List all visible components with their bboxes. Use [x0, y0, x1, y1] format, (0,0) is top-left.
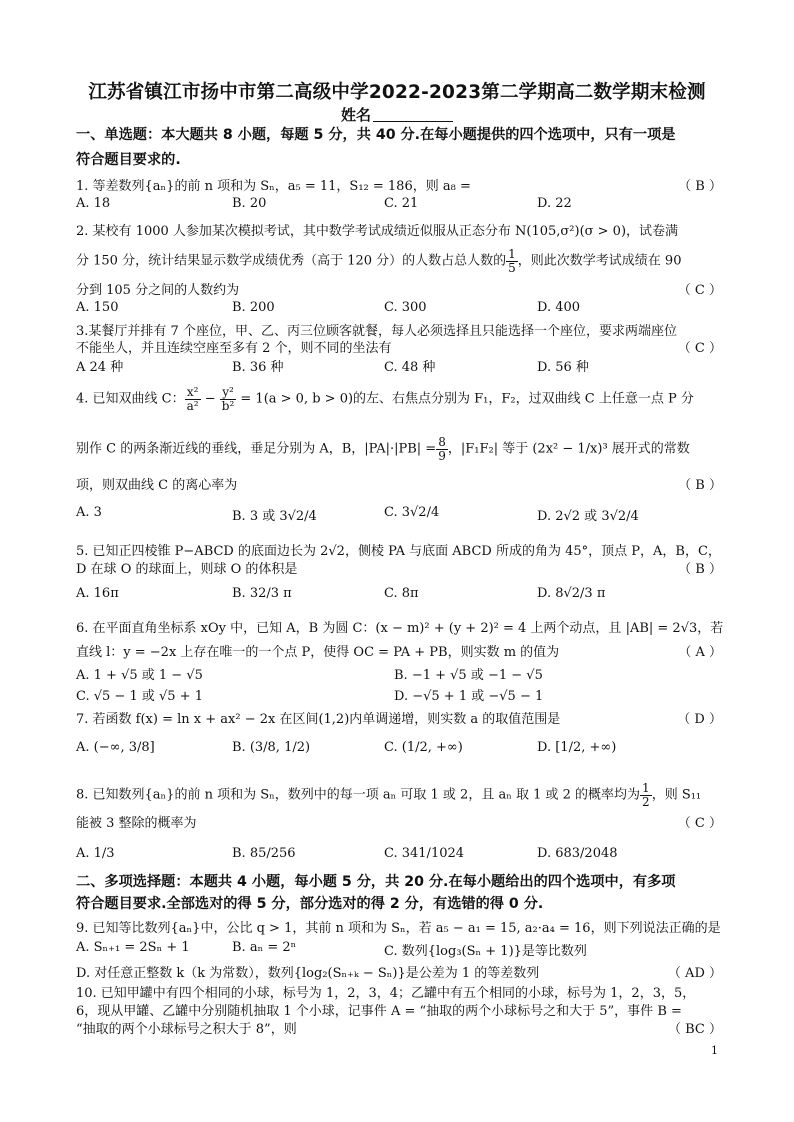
q7-option-d: D. [1/2, +∞)	[537, 740, 617, 755]
q1-answer: （ B ）	[678, 179, 722, 194]
q4-frac-y-num: y²	[220, 386, 237, 400]
q4-option-a: A. 3	[76, 505, 102, 520]
q4-fraction-8-9	[436, 436, 448, 462]
q4-option-b: B. 3 或 3√2/4	[232, 509, 317, 524]
q6-stem-line1: 6. 在平面直角坐标系 xOy 中，已知 A，B 为圆 C：(x − m)² + (y + 2)² = 4 上两个动点，且 |AB| = 2√3，若	[76, 621, 724, 636]
q8-option-d: D. 683/2048	[537, 846, 618, 861]
q3-option-a: A 24 种	[76, 360, 124, 375]
q7-stem: 7. 若函数 f(x) = ln x + ax² − 2x 在区间(1,2)内单调递增，则实数 a 的取值范围是	[76, 712, 561, 727]
q8-frac-num: 1	[642, 781, 650, 795]
q2-text-b: ，则此次数学考试成绩在 90	[517, 253, 682, 269]
q10-stem-line2: 6，现从甲罐、乙罐中分别随机抽取 1 个小球，记事件 A = “抽取的两个小球标号之和大于 5”，事件 B =	[76, 1004, 682, 1019]
q10-answer: （ BC ）	[667, 1022, 722, 1037]
q7-answer: （ D ）	[677, 712, 722, 727]
section1-header: 一、单选题：本大题共 8 小题，每题 5 分，共 40 分.在每小题提供的四个选项中，只有一项是	[76, 127, 676, 143]
q8-option-b: B. 85/256	[232, 846, 296, 861]
name-blank	[373, 121, 453, 122]
q4-frac-8-9-num: 8	[438, 435, 446, 449]
q4-text-d: ，|F₁F₂| 等于 (2x² − 1/x)³ 展开式的常数	[447, 441, 690, 457]
q6-answer: （ A ）	[678, 645, 722, 660]
q2-answer: （ C ）	[677, 283, 722, 298]
q10-stem-line3: “抽取的两个小球标号之积大于 8”，则	[76, 1022, 297, 1037]
q9-stem: 9. 已知等比数列{aₙ}中，公比 q > 1，其前 n 项和为 Sₙ，若 a₅ − a₁ = 15, a₂·a₄ = 16，则下列说法正确的是	[76, 921, 721, 936]
q8-option-a: A. 1/3	[76, 846, 115, 861]
q2-option-a: A. 150	[76, 300, 119, 315]
q8-option-c: C. 341/1024	[384, 846, 465, 861]
q7-option-b: B. (3/8, 1/2)	[232, 740, 311, 755]
q8-answer: （ C ）	[677, 816, 722, 831]
q3-option-b: B. 36 种	[232, 360, 284, 375]
q1-option-b: B. 20	[232, 196, 267, 211]
q5-stem-line1: 5. 已知正四棱锥 P−ABCD 的底面边长为 2√2，侧棱 PA 与底面 ABCD 所成的角为 45°，顶点 P，A，B，C，	[76, 544, 721, 559]
q6-option-c: C. √5 − 1 或 √5 + 1	[76, 689, 203, 704]
q3-option-d: D. 56 种	[537, 360, 589, 375]
section2-header: 二、多项选择题：本题共 4 小题，每小题 5 分，共 20 分.在每小题给出的四个选项中，有多项	[76, 874, 676, 890]
q4-stem-line3: 项，则双曲线 C 的离心率为	[76, 478, 238, 493]
q5-option-a: A. 16π	[76, 586, 119, 601]
q2-frac-num: 1	[508, 247, 516, 261]
section2-header-cont: 符合题目要求.全部选对的得 5 分，部分选对的得 2 分，有选错的得 0 分.	[76, 896, 544, 912]
q6-option-a: A. 1 + √5 或 1 − √5	[76, 668, 203, 683]
q4-fraction-y	[220, 386, 237, 412]
q1-stem: 1. 等差数列{aₙ}的前 n 项和为 Sₙ，a₅ = 11，S₁₂ = 186，则 a₈ =	[76, 179, 471, 194]
q4-fraction-x	[185, 386, 201, 412]
q8-stem-line1	[76, 782, 722, 808]
q1-option-c: C. 21	[384, 196, 419, 211]
q3-answer: （ C ）	[677, 341, 722, 356]
q6-option-d: D. −√5 + 1 或 −√5 − 1	[394, 689, 544, 704]
q3-stem-line1: 3.某餐厅并排有 7 个座位，甲、乙、丙三位顾客就餐，每人必须选择且只能选择一个座位，要求两端座位	[76, 324, 677, 339]
q2-option-b: B. 200	[232, 300, 275, 315]
q4-stem-line1	[76, 386, 722, 412]
q4-stem-line2	[76, 436, 722, 462]
q4-answer: （ B ）	[678, 478, 722, 493]
q5-answer: （ B ）	[678, 562, 722, 577]
q5-option-b: B. 32/3 π	[232, 586, 292, 601]
q5-option-d: D. 8√2/3 π	[537, 586, 606, 601]
name-label: 姓名	[340, 106, 371, 124]
section1-header-cont: 符合题目要求的.	[76, 152, 181, 168]
q2-frac-den: 5	[508, 260, 516, 275]
q4-minus: −	[200, 391, 220, 407]
q5-stem-line2: D 在球 O 的球面上，则球 O 的体积是	[76, 562, 298, 577]
q5-option-c: C. 8π	[384, 586, 419, 601]
q9-option-a: A. Sₙ₊₁ = 2Sₙ + 1	[76, 940, 190, 955]
q4-frac-y-den: b²	[221, 398, 235, 413]
q4-text-a: 4. 已知双曲线 C：	[76, 391, 185, 407]
q9-answer: （ AD ）	[667, 966, 722, 981]
q2-fraction	[506, 248, 518, 274]
q6-stem-line2: 直线 l：y = −2x 上存在唯一的一个点 P，使得 OC = PA + PB，则实数 m 的值为	[76, 645, 560, 660]
q4-option-c: C. 3√2/4	[384, 505, 440, 520]
q10-stem-line1: 10. 已知甲罐中有四个相同的小球，标号为 1，2，3，4；乙罐中有五个相同的小球，标号为 1，2，3，5，	[76, 986, 696, 1001]
name-field	[0, 104, 794, 125]
q2-stem-line2	[76, 248, 722, 274]
q2-text-a: 分 150 分，统计结果显示数学成绩优秀（高于 120 分）的人数占总人数的	[76, 253, 507, 269]
q4-frac-x-num: x²	[185, 386, 201, 400]
q9-option-d: D. 对任意正整数 k（k 为常数），数列{log₂(Sₙ₊ₖ − Sₙ)}是公差为 1 的等差数列	[76, 966, 540, 981]
q2-stem-line1: 2. 某校有 1000 人参加某次模拟考试，其中数学考试成绩近似服从正态分布 N(105,σ²)(σ > 0)，试卷满	[76, 224, 679, 239]
q3-option-c: C. 48 种	[384, 360, 436, 375]
q8-frac-den: 2	[642, 794, 650, 809]
exam-title: 江苏省镇江市扬中市第二高级中学2022-2023第二学期高二数学期末检测	[88, 82, 706, 103]
q8-text-a: 8. 已知数列{aₙ}的前 n 项和为 Sₙ，数列中的每一项 aₙ 可取 1 或 2，且 aₙ 取 1 或 2 的概率均为	[76, 787, 641, 803]
q3-stem-line2: 不能坐人，并且连续空座至多有 2 个，则不同的坐法有	[76, 341, 392, 356]
q2-option-d: D. 400	[537, 300, 581, 315]
q4-option-d: D. 2√2 或 3√2/4	[537, 509, 639, 524]
q4-frac-8-9-den: 9	[438, 448, 446, 463]
q8-text-b: ，则 S₁₁	[651, 787, 702, 803]
q8-stem-line2: 能被 3 整除的概率为	[76, 816, 197, 831]
q4-text-c: 别作 C 的两条渐近线的垂线，垂足分别为 A，B，|PA|·|PB| =	[76, 441, 437, 457]
q9-option-b: B. aₙ = 2ⁿ	[232, 940, 297, 955]
q6-option-b: B. −1 + √5 或 −1 − √5	[394, 668, 543, 683]
q4-text-b: = 1(a > 0, b > 0)的左、右焦点分别为 F₁，F₂，过双曲线 C 上任意一点 P 分	[236, 391, 694, 407]
q8-fraction	[640, 782, 652, 808]
q1-option-d: D. 22	[537, 196, 572, 211]
q7-option-c: C. (1/2, +∞)	[384, 740, 463, 755]
q7-option-a: A. (−∞, 3/8]	[76, 740, 155, 755]
q1-option-a: A. 18	[76, 196, 111, 211]
page-number: 1	[711, 1044, 718, 1057]
q9-option-c: C. 数列{log₃(Sₙ + 1)}是等比数列	[384, 944, 587, 959]
q4-frac-x-den: a²	[186, 398, 199, 413]
q2-option-c: C. 300	[384, 300, 427, 315]
q2-stem-line3: 分到 105 分之间的人数约为	[76, 283, 240, 298]
